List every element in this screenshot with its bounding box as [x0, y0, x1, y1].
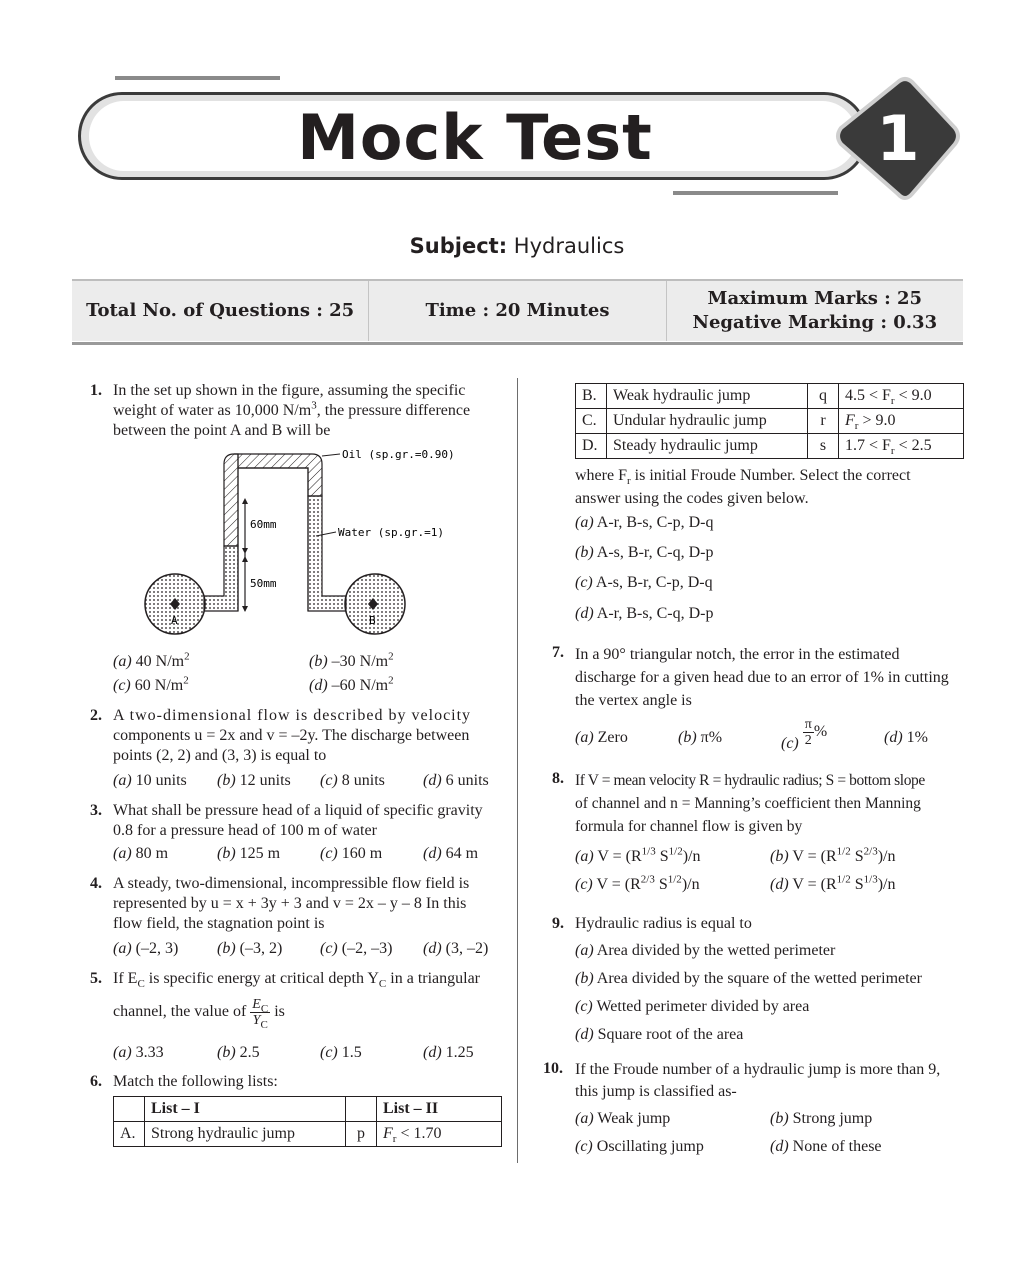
option-text: 3.33	[135, 1044, 164, 1061]
formula-part: )/n	[682, 848, 701, 865]
option-text: 1%	[906, 729, 928, 746]
option-text: Wetted perimeter divided by area	[596, 998, 810, 1015]
option-label: (a)	[113, 1044, 132, 1061]
dimension-50mm: 50mm	[250, 577, 277, 590]
text-part: is specific energy at critical depth Y	[144, 970, 379, 987]
decorative-bar-bottom	[673, 191, 838, 195]
formula-part: V = (R	[596, 876, 641, 893]
total-questions: Total No. of Questions : 25	[72, 281, 369, 341]
option-label: (b)	[770, 1110, 789, 1127]
q2-option-c[interactable]	[320, 772, 385, 790]
option-text: None of these	[792, 1138, 882, 1155]
text-line: formula for channel flow is given by	[575, 818, 803, 835]
row-code: p	[346, 1122, 377, 1147]
q1-option-b[interactable]	[309, 650, 394, 671]
option-text: A-s, B-r, C-p, D-q	[595, 574, 713, 591]
question-number: 6.	[90, 1073, 102, 1090]
fraction-pi-2	[803, 717, 814, 748]
text-line	[575, 466, 967, 486]
text-part: , the pressure difference	[316, 402, 471, 419]
superscript: 1/2	[836, 873, 851, 886]
superscript: 1/2	[668, 845, 683, 858]
option-text: –60 N/m	[331, 677, 389, 694]
row-key: D.	[576, 434, 607, 459]
subscript: r	[626, 475, 631, 488]
question-text: Match the following lists:	[113, 1073, 278, 1090]
question-number: 1.	[90, 382, 102, 399]
page-title: Mock Test	[297, 101, 653, 174]
superscript: 1/3	[863, 873, 878, 886]
option-label: (a)	[575, 514, 594, 531]
decorative-bar-top	[115, 76, 280, 80]
text-part: is initial Froude Number. Select the correct	[630, 467, 911, 484]
text-line: discharge for a given head due to an error of 1% in cutting	[575, 669, 949, 686]
option-text: Strong jump	[792, 1110, 873, 1127]
text-line	[113, 401, 508, 421]
row-code: r	[808, 409, 839, 434]
option-text: 64 m	[445, 845, 479, 862]
text-line: this jump is classified as-	[575, 1083, 737, 1100]
condition-text: > 9.0	[862, 412, 896, 429]
option-text: (–2, 3)	[135, 940, 179, 957]
option-label: (c)	[781, 735, 799, 753]
subscript: C	[378, 978, 387, 991]
q8-option-c[interactable]	[575, 873, 700, 894]
q8-option-b[interactable]	[770, 845, 896, 866]
option-text: Area divided by the square of the wetted perimeter	[596, 970, 922, 987]
table-row	[114, 1122, 502, 1147]
text-line: the vertex angle is	[575, 692, 692, 709]
text-line: points (2, 2) and (3, 3) is equal to	[113, 747, 327, 764]
option-text: Zero	[597, 729, 628, 746]
q9-option-a[interactable]	[575, 942, 835, 960]
formula-part: V = (R	[792, 848, 837, 865]
q9-option-d[interactable]	[575, 1026, 743, 1044]
question-text	[575, 769, 970, 838]
text-line	[113, 997, 508, 1031]
option-text: 125 m	[239, 845, 281, 862]
subject-value: Hydraulics	[513, 234, 625, 258]
option-label: (d)	[770, 876, 789, 893]
option-label: (d)	[575, 605, 594, 622]
negative-marking: Negative Marking : 0.33	[692, 312, 938, 333]
q7-option-a[interactable]	[575, 729, 628, 747]
text-part: in a triangular	[386, 970, 481, 987]
option-label: (c)	[113, 677, 131, 694]
text-line: flow field, the stagnation point is	[113, 915, 325, 932]
froude-symbol: F	[845, 412, 855, 429]
option-text: 1.25	[445, 1044, 474, 1061]
q1-option-c[interactable]	[113, 674, 189, 695]
subject-line	[0, 234, 1034, 258]
option-label: (a)	[575, 729, 594, 746]
condition-text: < 1.70	[400, 1125, 442, 1142]
q1-option-a[interactable]	[113, 650, 190, 671]
match-table-right	[575, 383, 964, 459]
test-info-bar	[72, 279, 963, 341]
option-text: 60 N/m	[134, 677, 184, 694]
option-text: 40 N/m	[135, 653, 185, 670]
option-text: Area divided by the wetted perimeter	[596, 942, 836, 959]
option-label: (b)	[678, 729, 697, 746]
fraction-numerator: π	[804, 717, 812, 732]
option-text: –30 N/m	[331, 653, 389, 670]
option-label: (a)	[113, 653, 132, 670]
subscript: r	[890, 445, 895, 458]
option-text: 160 m	[341, 845, 383, 862]
q10-option-c[interactable]	[575, 1138, 704, 1156]
q4-option-a[interactable]	[113, 940, 178, 958]
option-text: (–2, –3)	[341, 940, 393, 957]
q2-option-d[interactable]	[423, 772, 489, 790]
option-text: 6 units	[445, 772, 489, 789]
text-line: If V = mean velocity R = hydraulic radius; S = bottom slope	[575, 772, 925, 789]
text-part: is	[274, 1003, 285, 1021]
superscript: 1/3	[641, 845, 656, 858]
superscript: 1/2	[667, 873, 682, 886]
question-number: 3.	[90, 802, 102, 819]
q7-option-d[interactable]	[884, 729, 928, 747]
option-text: Weak jump	[597, 1110, 671, 1127]
option-label: (b)	[309, 653, 328, 670]
question-number: 4.	[90, 875, 102, 892]
option-text: Oscillating jump	[596, 1138, 704, 1155]
row-code: s	[808, 434, 839, 459]
text-part: where F	[575, 467, 627, 484]
superscript: 1/2	[836, 845, 851, 858]
row-key: C.	[576, 409, 607, 434]
marks-info	[667, 281, 963, 341]
q3-option-d[interactable]	[423, 845, 478, 863]
option-label: (c)	[320, 1044, 338, 1061]
subscript: C	[260, 1018, 268, 1031]
option-label: (c)	[320, 940, 338, 957]
question-number: 5.	[90, 970, 102, 987]
option-label: (a)	[575, 848, 594, 865]
formula-part: )/n	[877, 876, 896, 893]
text-line: In a 90° triangular notch, the error in the estimated	[575, 646, 900, 663]
water-label: Water (sp.gr.=1)	[338, 526, 444, 539]
option-label: (c)	[575, 876, 593, 893]
text-line: A steady, two-dimensional, incompressible flow field is	[113, 875, 470, 892]
superscript: 2	[388, 674, 394, 687]
row-value: Strong hydraulic jump	[145, 1122, 346, 1147]
text-line: components u = 2x and v = –2y. The discharge between	[113, 727, 470, 744]
option-text: 8 units	[341, 772, 385, 789]
q3-option-b[interactable]	[217, 845, 280, 863]
option-label: (b)	[770, 848, 789, 865]
formula-part: S	[655, 848, 669, 865]
option-text: 10 units	[135, 772, 187, 789]
option-label: (b)	[217, 1044, 236, 1061]
question-text	[575, 643, 967, 712]
option-label: (b)	[575, 544, 594, 561]
text-line: of channel and n = Manning’s coefficient then Manning	[575, 795, 921, 812]
q5-option-b[interactable]	[217, 1044, 260, 1062]
table-row	[576, 409, 964, 434]
table-cell	[346, 1097, 377, 1122]
q3-option-a[interactable]	[113, 845, 168, 863]
option-label: (b)	[217, 845, 236, 862]
superscript: 2	[183, 674, 189, 687]
question-number: 10.	[543, 1060, 563, 1077]
question-text	[113, 801, 508, 841]
condition-text: 4.5 < F	[845, 387, 891, 404]
q6-option-a[interactable]	[575, 514, 713, 532]
q10-option-d[interactable]	[770, 1138, 882, 1156]
superscript: 2/3	[863, 845, 878, 858]
q5-option-d[interactable]	[423, 1044, 474, 1062]
option-label: (d)	[423, 1044, 442, 1061]
fraction-denominator: 2	[804, 733, 812, 748]
question-text	[113, 381, 508, 441]
text-line: represented by u = x + 3y + 3 and v = 2x – y – 8 In this	[113, 895, 467, 912]
q5-option-a[interactable]	[113, 1044, 164, 1062]
option-label: (d)	[575, 1026, 594, 1043]
superscript: 2	[184, 650, 190, 663]
list-1-header: List – I	[145, 1097, 346, 1122]
question-number: 7.	[552, 644, 564, 661]
text-part: weight of water as 10,000 N/m	[113, 402, 312, 419]
subscript: C	[260, 1002, 269, 1015]
max-marks: Maximum Marks : 25	[707, 288, 923, 309]
option-label: (a)	[113, 772, 132, 789]
superscript: 3	[311, 399, 317, 412]
formula-part: S	[850, 876, 864, 893]
option-text: 2.5	[239, 1044, 260, 1061]
q6-where-text	[575, 466, 967, 509]
option-text: A-s, B-r, C-q, D-p	[596, 544, 714, 561]
time-limit: Time : 20 Minutes	[369, 281, 666, 341]
row-condition	[377, 1122, 502, 1147]
q8-option-a[interactable]	[575, 845, 701, 866]
formula-part: )/n	[681, 876, 700, 893]
q7-option-b[interactable]	[678, 729, 722, 747]
dimension-60mm: 60mm	[250, 518, 277, 531]
q10-option-a[interactable]	[575, 1110, 670, 1128]
text-line: A two-dimensional flow is described by velocity	[113, 707, 472, 724]
formula-part: )/n	[877, 848, 896, 865]
text-line	[113, 969, 508, 989]
q2-option-a[interactable]	[113, 772, 187, 790]
row-value: Undular hydraulic jump	[607, 409, 808, 434]
option-label: (d)	[423, 940, 442, 957]
subscript: C	[137, 978, 145, 991]
test-number-badge	[833, 76, 963, 202]
option-label: (d)	[309, 677, 328, 694]
option-text: (–3, 2)	[239, 940, 283, 957]
q7-option-c[interactable]	[781, 717, 828, 753]
option-label: (c)	[320, 845, 338, 862]
option-label: (c)	[575, 574, 593, 591]
q6-option-d[interactable]	[575, 605, 713, 623]
text-line: answer using the codes given below.	[575, 490, 809, 507]
fraction-ec-yc	[250, 997, 270, 1031]
superscript: 2	[388, 650, 394, 663]
q8-option-d[interactable]	[770, 873, 896, 894]
q4-option-c[interactable]	[320, 940, 392, 958]
row-key: A.	[114, 1122, 145, 1147]
text-line: If the Froude number of a hydraulic jump is more than 9,	[575, 1061, 941, 1078]
fraction-numerator: E	[252, 997, 261, 1012]
question-number: 8.	[552, 770, 564, 787]
text-part: channel, the value of	[113, 1003, 247, 1021]
question-number: 2.	[90, 707, 102, 724]
question-number: 9.	[552, 915, 564, 932]
option-label: (d)	[884, 729, 903, 746]
question-text	[113, 706, 508, 766]
point-b-label: B	[369, 614, 376, 627]
subject-label: Subject:	[409, 234, 508, 258]
text-line: In the set up shown in the figure, assuming the specific	[113, 382, 466, 399]
subscript: r	[890, 395, 895, 408]
text-line: 0.8 for a pressure head of 100 m of water	[113, 822, 377, 839]
option-label: (c)	[575, 1138, 593, 1155]
table-cell	[114, 1097, 145, 1122]
text-line: What shall be pressure head of a liquid of specific gravity	[113, 802, 483, 819]
match-table-left	[113, 1096, 502, 1147]
text-part: If E	[113, 970, 138, 987]
row-key: B.	[576, 384, 607, 409]
q10-option-b[interactable]	[770, 1110, 872, 1128]
subscript: r	[392, 1133, 397, 1146]
option-text: (3, –2)	[445, 940, 489, 957]
q1-option-d[interactable]	[309, 674, 394, 695]
fraction-denominator: Y	[252, 1013, 261, 1028]
formula-part: V = (R	[792, 876, 837, 893]
option-label: (d)	[423, 845, 442, 862]
condition-text: 1.7 < F	[845, 437, 891, 454]
table-row	[576, 434, 964, 459]
option-text: 12 units	[239, 772, 291, 789]
q9-option-c[interactable]	[575, 998, 809, 1016]
q4-option-b[interactable]	[217, 940, 282, 958]
option-text: 80 m	[135, 845, 169, 862]
row-condition	[839, 384, 964, 409]
superscript: 2/3	[640, 873, 655, 886]
option-label: (b)	[217, 940, 236, 957]
option-label: (c)	[320, 772, 338, 789]
q5-option-c[interactable]	[320, 1044, 362, 1062]
option-text: Square root of the area	[597, 1026, 744, 1043]
table-row	[576, 384, 964, 409]
condition-text: < 9.0	[894, 387, 932, 404]
option-text: 1.5	[341, 1044, 362, 1061]
row-value: Steady hydraulic jump	[607, 434, 808, 459]
q3-option-c[interactable]	[320, 845, 382, 863]
question-text	[575, 1059, 970, 1103]
option-label: (b)	[217, 772, 236, 789]
point-a-label: A	[171, 614, 178, 627]
row-condition	[839, 409, 964, 434]
option-label: (d)	[423, 772, 442, 789]
option-label: (d)	[770, 1138, 789, 1155]
info-underline	[72, 342, 963, 345]
subscript: r	[854, 420, 859, 433]
option-text: %	[813, 723, 828, 741]
q6-option-b[interactable]	[575, 544, 713, 562]
option-label: (a)	[113, 940, 132, 957]
question-text	[113, 874, 508, 934]
option-label: (a)	[113, 845, 132, 862]
formula-part: V = (R	[597, 848, 642, 865]
question-text	[113, 969, 508, 1031]
row-condition	[839, 434, 964, 459]
test-number: 1	[876, 102, 920, 175]
row-value: Weak hydraulic jump	[607, 384, 808, 409]
q9-option-b[interactable]	[575, 970, 922, 988]
froude-symbol: F	[383, 1125, 393, 1142]
manometer-figure	[140, 446, 455, 646]
q4-option-d[interactable]	[423, 940, 488, 958]
option-label: (a)	[575, 942, 594, 959]
row-code: q	[808, 384, 839, 409]
formula-part: S	[654, 876, 668, 893]
list-2-header: List – II	[377, 1097, 502, 1122]
option-text: π%	[700, 729, 723, 746]
option-label: (b)	[575, 970, 594, 987]
q6-option-c[interactable]	[575, 574, 713, 592]
option-text: A-r, B-s, C-q, D-p	[596, 605, 714, 622]
option-label: (a)	[575, 1110, 594, 1127]
text-line: between the point A and B will be	[113, 422, 331, 439]
question-text: Hydraulic radius is equal to	[575, 915, 752, 932]
column-divider	[517, 378, 518, 1163]
oil-label: Oil (sp.gr.=0.90)	[342, 448, 455, 461]
q2-option-b[interactable]	[217, 772, 291, 790]
option-text: A-r, B-s, C-p, D-q	[596, 514, 714, 531]
option-label: (c)	[575, 998, 593, 1015]
formula-part: S	[850, 848, 864, 865]
condition-text: < 2.5	[894, 437, 932, 454]
